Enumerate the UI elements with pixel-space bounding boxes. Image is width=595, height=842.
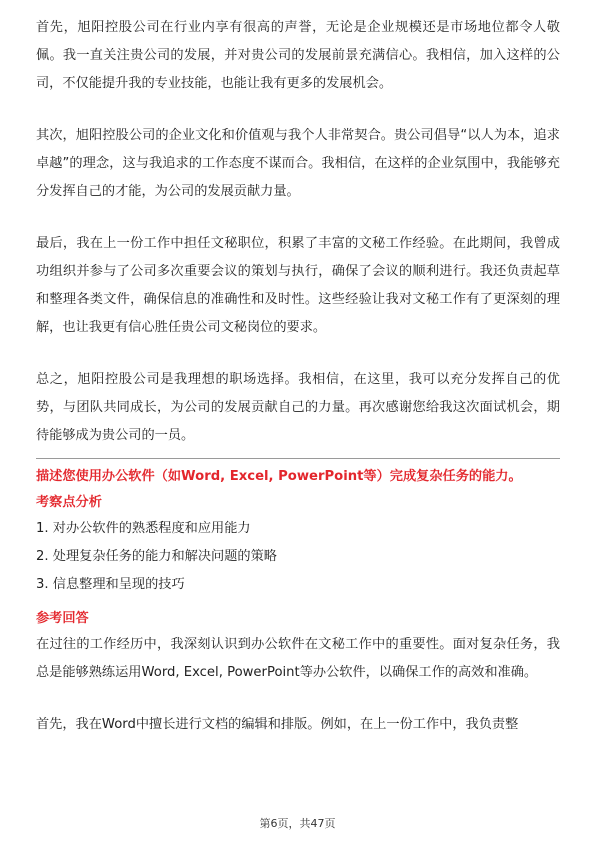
intro-paragraph-1: 首先，旭阳控股公司在行业内享有很高的声誉，无论是企业规模还是市场地位都令人敬佩。我一直关注贵公司的发展，并对贵公司的发展前景充满信心。我相信，加入这样的公司，不仅能提升我的专业技能，也能让我有更多的发展机会。 <box>36 20 560 91</box>
answer-paragraph-1: 在过往的工作经历中，我深刻认识到办公软件在文秘工作中的重要性。面对复杂任务，我总是能够熟练运用Word, Excel, PowerPoint等办公软件，以确保工作的高效和准确。 <box>36 637 560 680</box>
analysis-title: 考察点分析 <box>36 495 102 510</box>
intro-paragraph-3: 最后，我在上一份工作中担任文秘职位，积累了丰富的文秘工作经验。在此期间，我曾成功组织并参与了公司多次重要会议的策划与执行，确保了会议的顺利进行。我还负责起草和整理各类文件，确保信息的准确性和及时性。这些经验让我对文秘工作有了更深刻的理解，也让我更有信心胜任贵公司文秘岗位的要求。 <box>36 236 560 335</box>
analysis-points <box>36 515 560 599</box>
analysis-point-1: 1. 对办公软件的熟悉程度和应用能力 <box>36 521 251 536</box>
paragraph-gap <box>36 98 560 122</box>
page-footer: 第6页，共47页 <box>259 817 336 830</box>
document-body <box>36 14 560 739</box>
intro-paragraph-4: 总之，旭阳控股公司是我理想的职场选择。我相信，在这里，我可以充分发挥自己的优势，与团队共同成长，为公司的发展贡献自己的力量。再次感谢您给我这次面试机会，期待能够成为贵公司的一员。 <box>36 372 560 443</box>
section-divider <box>36 458 560 459</box>
analysis-point-3: 3. 信息整理和呈现的技巧 <box>36 577 185 592</box>
interview-question: 描述您使用办公软件（如Word, Excel, PowerPoint等）完成复杂任务的能力。 <box>36 469 522 484</box>
section-gap <box>36 599 560 605</box>
paragraph-gap <box>36 342 560 366</box>
paragraph-gap <box>36 206 560 230</box>
intro-paragraph-2: 其次，旭阳控股公司的企业文化和价值观与我个人非常契合。贵公司倡导“以人为本，追求卓越”的理念，这与我追求的工作态度不谋而合。我相信，在这样的企业氛围中，我能够充分发挥自己的才能，为公司的发展贡献力量。 <box>36 128 560 199</box>
answer-paragraph-2: 首先，我在Word中擅长进行文档的编辑和排版。例如，在上一份工作中，我负责整 <box>36 717 519 732</box>
paragraph-gap <box>36 687 560 711</box>
answer-title: 参考回答 <box>36 611 89 626</box>
analysis-point-2: 2. 处理复杂任务的能力和解决问题的策略 <box>36 549 277 564</box>
